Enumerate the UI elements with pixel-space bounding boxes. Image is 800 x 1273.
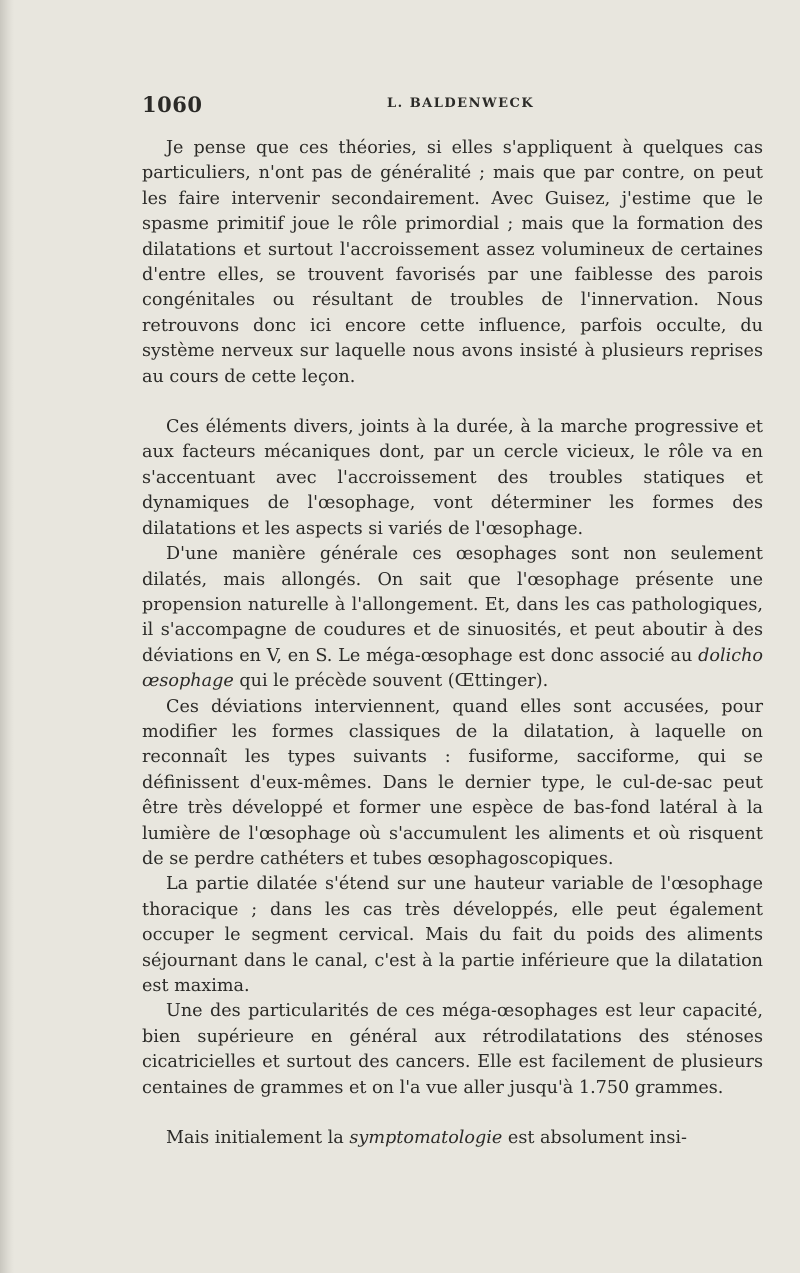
paragraph-text: Mais initialement la [166,1128,350,1149]
paragraph-text: est absolument insi- [502,1128,687,1149]
paragraph [142,542,763,694]
paragraph-text: qui le précède souvent (Œttinger). [233,671,549,692]
paragraph: Une des particularités de ces méga-œsophages est leur capacité, bien supérieure en général aux rétrodilatations des sténoses cicatricielles et surtout des cancers. Elle est facilement de plusieurs centaines de grammes et on l'a vue aller jusqu'à 1.750 grammes. [142,1001,763,1098]
paragraph-text: D'une manière générale ces œsophages sont non seulement dilatés, mais allongés. On sait que l'œsophage présente une propension naturelle à l'allongement. Et, dans les cas pathologiques, il s'accompagne de coudures et de sinuosités, et peut aboutir à des déviations en V, en S. Le méga-œsophage est donc associé au [142,544,763,666]
page-header [142,92,762,118]
body-text [142,136,763,1151]
paragraph: La partie dilatée s'étend sur une hauteur variable de l'œsophage thoracique ; dans les cas très développés, elle peut également occuper le segment cervical. Mais du fait du poids des aliments séjournant dans le canal, c'est à la partie inférieure que la dilatation est maxima. [142,874,763,996]
italic-term: symptomatologie [349,1128,503,1149]
running-head: L. BALDENWECK [387,96,535,111]
paragraph: Je pense que ces théories, si elles s'appliquent à quelques cas particuliers, n'ont pas de généralité ; mais que par contre, on peut les faire intervenir secondairement. Avec Guisez, j'estime que le spasme primitif joue le rôle primordial ; mais que la formation des dilatations et surtout l'accroissement assez volumineux de certaines d'entre elles, se trouvent favorisés par une faiblesse des parois congénitales ou résultant de troubles de l'innervation. Nous retrouvons donc ici encore cette influence, parfois occulte, du système nerveux sur laquelle nous avons insisté à plusieurs reprises au cours de cette leçon. [142,138,763,387]
page-number: 1060 [142,92,203,117]
paragraph [142,1126,763,1151]
paragraph: Ces déviations interviennent, quand elles sont accusées, pour modifier les formes classiques de la dilatation, à laquelle on reconnaît les types suivants : fusiforme, sacciforme, qui se définissent d'eux-mêmes. Dans le dernier type, le cul-de-sac peut être très développé et former une espèce de bas-fond latéral à la lumière de l'œsophage où s'accumulent les aliments et où risquent de se perdre cathéters et tubes œsophagoscopiques. [142,696,763,869]
italic-term: dolicho œsophage [142,645,763,692]
page-binding-edge [0,0,14,1273]
paragraph: Ces éléments divers, joints à la durée, à la marche progressive et aux facteurs mécaniques dont, par un cercle vicieux, le rôle va en s'accentuant avec l'accroissement des troubles statiques et dynamiques de l'œsophage, vont déterminer les formes des dilatations et les aspects si variés de l'œsophage. [142,417,763,539]
